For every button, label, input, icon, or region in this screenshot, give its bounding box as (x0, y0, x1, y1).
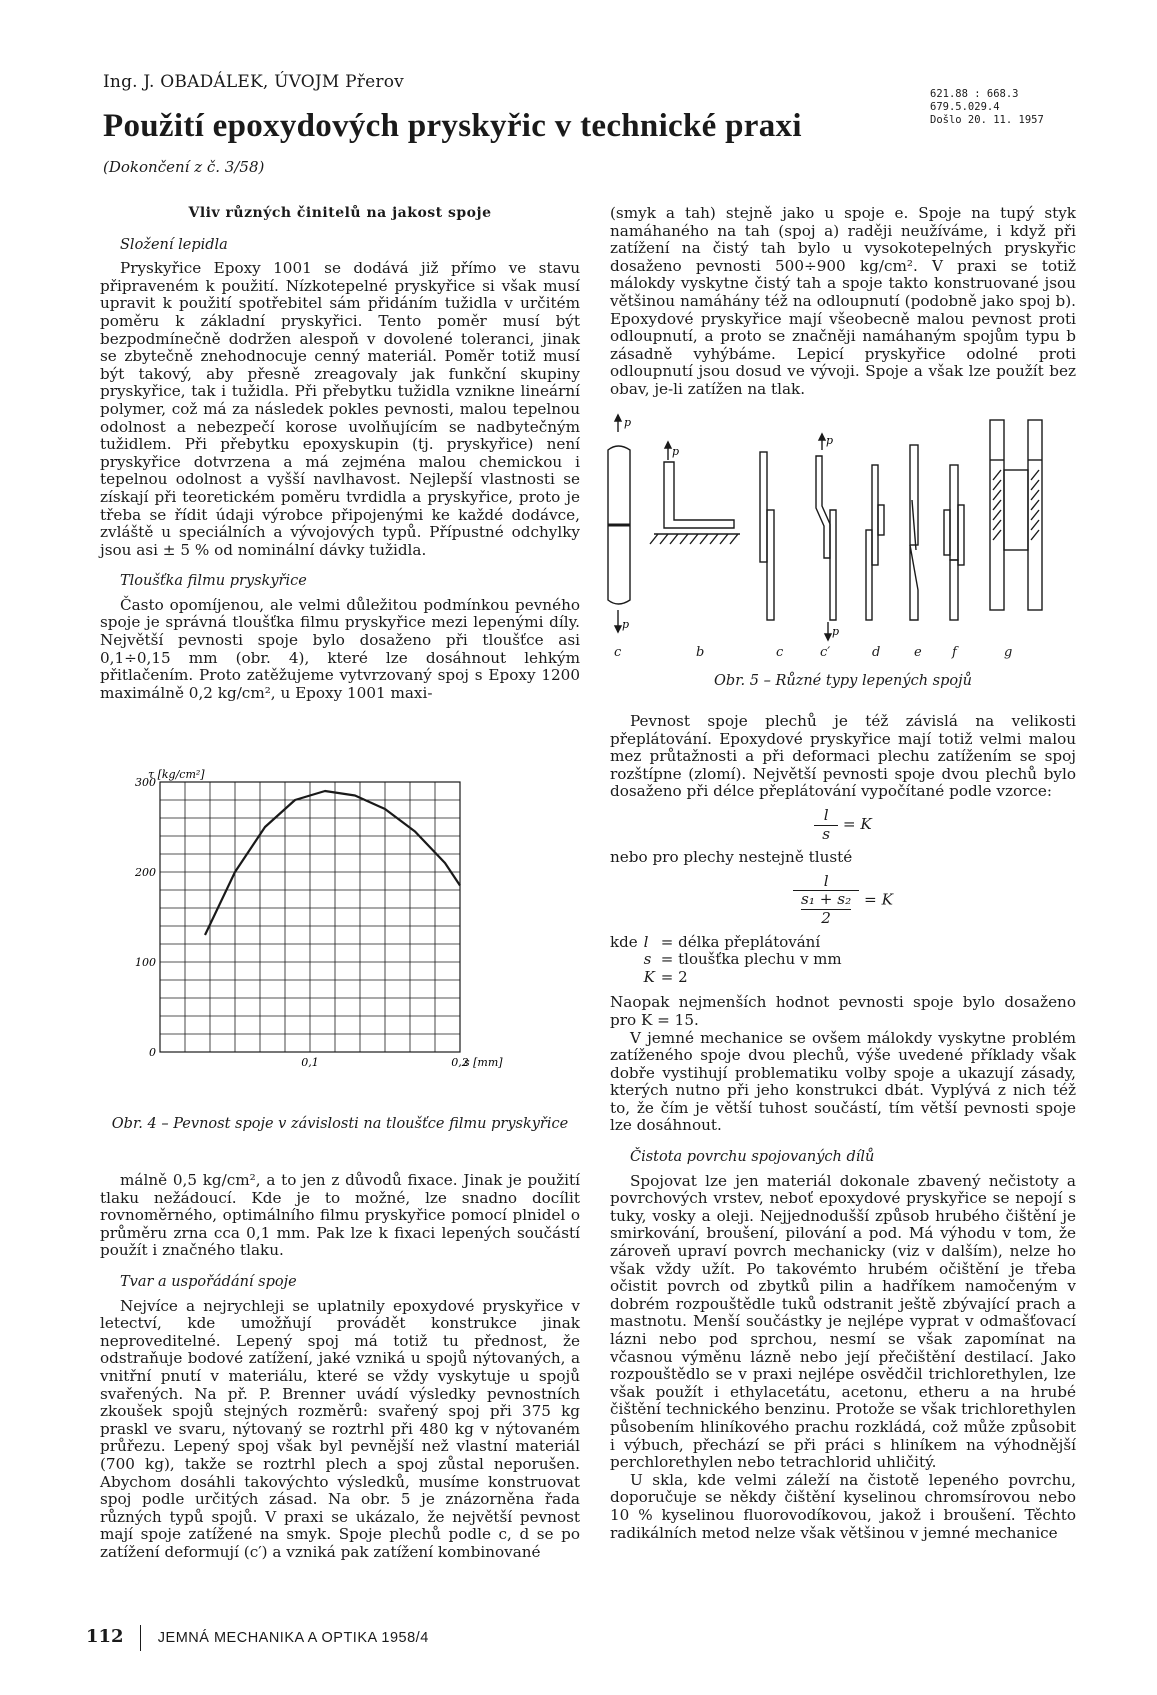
right-column-bottom (610, 713, 1076, 1542)
joint-c-drawing (760, 452, 774, 620)
symbol-legend (610, 934, 848, 987)
force-label: p (624, 416, 632, 429)
footer-divider (140, 1625, 141, 1651)
where-keyword: kde (610, 932, 638, 951)
symbol-definition: = tloušťka plechu v mm (660, 950, 842, 969)
formula-1-rhs: = K (842, 815, 872, 834)
force-label: p (826, 434, 834, 447)
figure-5-caption: Obr. 5 – Různé typy lepených spojů (714, 673, 972, 689)
force-label: p (832, 625, 840, 638)
paragraph: nebo pro plechy nestejně tlusté (610, 848, 853, 867)
section-heading: Vliv různých činitelů na jakost spoje (188, 205, 492, 221)
label-b: b (696, 645, 705, 660)
force-label: p (622, 618, 630, 631)
label-c: c (776, 645, 784, 660)
y-tick-label: 300 (135, 776, 156, 789)
joint-a-drawing (608, 415, 630, 632)
formula-1-numerator: l (814, 807, 838, 826)
formula-2-rhs: = K (864, 890, 893, 909)
article-title: Použití epoxydových pryskyřic v technické praxi (103, 108, 802, 144)
udc-block (930, 88, 1044, 127)
paragraph: Často opomíjenou, ale velmi důležitou podmínkou pevného spoje je správná tloušťka filmu pryskyřice mezi lepenými díly. Největší pevnosti spoje bylo dosaženo při tloušťce asi 0,1÷0,15 mm (obr. 4), které lze dosáhnout lehkým přitlačením. Proto zatěžujeme vytvrzovaný spoj s Epoxy 1200 maximálně 0,2 kg/cm², u Epoxy 1001 maxi- (100, 595, 580, 702)
subheading-adhesive-composition: Složení lepidla (120, 236, 228, 253)
figure-4-chart (100, 762, 580, 1069)
paragraph: U skla, kde velmi záleží na čistotě lepeného povrchu, doporučuje se někdy čištění kyselinou chromsírovou nebo 10 % kyselinou fluorovodíkovou, jakož i broušení. Těchto radikálních metod nelze však většinou v jemné mechanice (610, 1470, 1076, 1542)
x-tick-label: 0,2 (451, 1056, 469, 1069)
formula-2 (610, 873, 1076, 928)
paragraph: Naopak nejmenších hodnot pevnosti spoje bylo dosaženo pro K = 15. (610, 993, 1076, 1029)
y-tick-label: 200 (135, 866, 156, 879)
paragraph: Nejvíce a nejrychleji se uplatnily epoxydové pryskyřice v letectví, kde umožňují provádět konstrukce jinak neproveditelné. Lepený spoj má totiž tu přednost, že odstraňuje bodové zatížení, jaké vzniká u spojů nýtovaných, a vnitřní pnutí v materiálu, které se vždy vyskytuje u spojů svařených. Na př. P. Brenner uvádí výsledky pevnostních zkoušek spojů stejných rozměrů: svařený spoj při 375 kg praskl ve svaru, nýtovaný se roztrhl při 480 kg v nýtovaném průřezu. Lepený spoj však byl pevnější než vlastní materiál (700 kg), takže se roztrhl plech a spoj zůstal neporušen. Abychom dosáhli takovýchto výsledků, musíme konstruovat spoj podle určitých zásad. Na obr. 5 je znázorněna řada různých typů spojů. V praxi se ukázalo, že největší pevnost mají spoje zatížené na smyk. Spoje plechů podle c, d se po zatížení deformují (c′) a vzniká pak zatížení kombinované (100, 1296, 580, 1561)
formula-1-denominator: s (822, 824, 831, 843)
symbol-definition: = délka přeplátování (660, 932, 821, 951)
received-date: Došlo 20. 11. 1957 (930, 114, 1044, 126)
author-line: Ing. J. OBADÁLEK, ÚVOJM Přerov (103, 72, 404, 92)
page-number: 112 (86, 1626, 124, 1647)
subheading-film-thickness: Tloušťka filmu pryskyřice (120, 573, 307, 590)
joint-g-drawing (990, 420, 1042, 610)
subheading-surface-cleanliness: Čistota povrchu spojovaných dílů (630, 1149, 875, 1166)
formula-2-denominator-top: s₁ + s₂ (801, 890, 852, 909)
paragraph: málně 0,5 kg/cm², a to jen z důvodů fixace. Jinak je použití tlaku nežádoucí. Kde je to možné, lze snadno docílit rovnoměrného, optimálního filmu pryskyřice pomocí plnidel o průměru zrna cca 0,1 mm. Pak lze k fixaci lepených součástí použít i značného tlaku. (100, 1171, 580, 1260)
strength-curve (205, 791, 460, 935)
paragraph: Pryskyřice Epoxy 1001 se dodává již přímo ve stavu připraveném k použití. Nízkotepelné pryskyřice si však musí upravit k použití spotřebitel sám přidáním tužidla v určitém poměru k základní pryskyřici. Tento poměr musí být bezpodmínečně dodržen alespoň v dovolené toleranci, jinak se zbytečně znehodnocuje cenný materiál. Poměr totiž musí být takový, aby přesně zreagovaly jak funkční skupiny pryskyřice, tak i tužidla. Při přebytku tužidla vznikne lineární polymer, což má za následek pokles pevnosti, malou tepelnou odolnost a nebezpečí korose uvolňujícím se nadbytečným tužidlem. Při přebytku epoxyskupin (tj. pryskyřice) není pryskyřice dotvrzena a má zejména malou chemickou i tepelnou odolnost a vyšší navlhavost. Nejlepší vlastnosti se získají při teoretickém poměru tvrdidla a pryskyřice, proto je třeba se řídit údaji výrobce připojenými ke každé dodávce, zvláště u speciálních a vývojových typů. Přípustné odchylky jsou asi ± 5 % od nominální dávky tužidla. (100, 259, 580, 559)
y-tick-label: 0 (149, 1046, 156, 1059)
continuation-note: (Dokončení z č. 3/58) (103, 158, 265, 176)
page-footer (86, 1625, 429, 1651)
figure-4-caption: Obr. 4 – Pevnost spoje v závislosti na tloušťce filmu pryskyřice (111, 1116, 569, 1132)
paragraph: (smyk a tah) stejně jako u spoje e. Spoje na tupý styk namáhaného na tah (spoj a) raději neužíváme, i když při zatížení na čistý tah bylo u vysokotepelných pryskyřic dosaženo pevnosti 500÷900 kg/cm². V praxi se totiž málokdy vyskytne čistý tah a spoje takto konstruované jsou většinou namáhány též na odloupnutí (podobně jako spoj b). Epoxydové pryskyřice mají všeobecně malou pevnost proti odloupnutí, a proto se značněji namáhaným spojům typu b zásadně vyhýbáme. Lepicí pryskyřice odolné proti odloupnutí jsou dosud ve vývoji. Spoje a však lze použít bez obav, je-li zatížen na tlak. (610, 204, 1076, 398)
joint-c-prime-drawing (816, 434, 836, 640)
label-g: g (1004, 645, 1013, 660)
joint-e-drawing (910, 445, 918, 620)
label-e: e (914, 645, 922, 660)
udc-line-1: 621.88 : 668.3 (930, 88, 1019, 100)
subheading-joint-shape: Tvar a uspořádání spoje (120, 1273, 297, 1290)
paragraph: Pevnost spoje plechů je též závislá na velikosti přeplátování. Epoxydové pryskyřice mají totiž velmi malou mez průtažnosti a při deformaci plechu zatížením se spoj rozštípne (zlomí). Největší pevnosti spoje dvou plechů bylo dosaženo při délce přeplátování vypočítané podle vzorce: (610, 712, 1076, 801)
label-f: f (952, 645, 957, 660)
x-axis-label: s [mm] (464, 1056, 503, 1069)
y-axis-label: τ [kg/cm²] (148, 768, 205, 781)
formula-1 (610, 807, 1076, 843)
left-column-top (100, 205, 580, 702)
formula-2-numerator: l (793, 873, 859, 892)
left-column-bottom (100, 1172, 580, 1561)
paragraph: Spojovat lze jen materiál dokonale zbavený nečistoty a povrchových vrstev, neboť epoxydové pryskyřice se nepojí s tuky, vosky a oleji. Nejjednodušší způsob hrubého čištění je smirkování, broušení, pilování a pod. Má výhodu v tom, že zároveň upraví povrch mechanicky (viz v dalším), nelze ho však vždy užít. Po takovémto hrubém očištění je třeba očistit povrch od zbytků pilin a hadříkem namočeným v dobrém rozpouštědle tuků odstranit ještě zbývající prach a mastnotu. Menší součástky je nejlépe vyprat v odmašťovací lázni nebo pod sprchou, nesmí se však zapomínat na včasnou výměnu lázně nebo její přečištění destilací. Jako rozpouštědlo se v praxi nejlépe osvědčil trichlorethylen, lze však použít i ethylacetátu, acetonu, etheru a na hrubé čištění technického benzinu. Protože se však trichlorethylen působením hliníkového prachu rozkládá, což může způsobit i výbuch, přechází se při práci s hliníkem na výhodnější perchlorethylen nebo tetrachlorid uhličitý. (610, 1171, 1076, 1472)
label-c-prime: c′ (820, 645, 831, 660)
y-tick-label: 100 (135, 956, 156, 969)
symbol: s (643, 950, 652, 969)
joint-b-drawing (650, 442, 740, 544)
formula-2-denominator-bottom: 2 (821, 908, 831, 927)
paragraph: V jemné mechanice se ovšem málokdy vyskytne problém zatíženého spoje dvou plechů, výše uvedené příklady však dobře vystihují problematiku volby spoje a ukazují zásady, kterých nutno při jeho konstrukci dbát. Vyplývá z nich též to, že čím je větší tuhost součástí, tím větší pevnosti spoje lze dosáhnout. (610, 1028, 1076, 1135)
symbol: K (643, 967, 655, 986)
label-a: c (614, 645, 622, 660)
right-column-top (610, 205, 1076, 399)
joint-f-drawing (944, 465, 964, 620)
udc-line-2: 679.5.029.4 (930, 101, 1000, 113)
journal-name: JEMNÁ MECHANIKA A OPTIKA 1958/4 (157, 1630, 429, 1646)
joint-d-drawing (866, 465, 884, 620)
x-tick-label: 0,1 (301, 1056, 319, 1069)
label-d: d (872, 645, 881, 660)
symbol-definition: = 2 (660, 967, 688, 986)
figure-5-joint-types (610, 410, 1076, 660)
force-label: p (672, 445, 680, 458)
symbol: l (643, 932, 649, 951)
